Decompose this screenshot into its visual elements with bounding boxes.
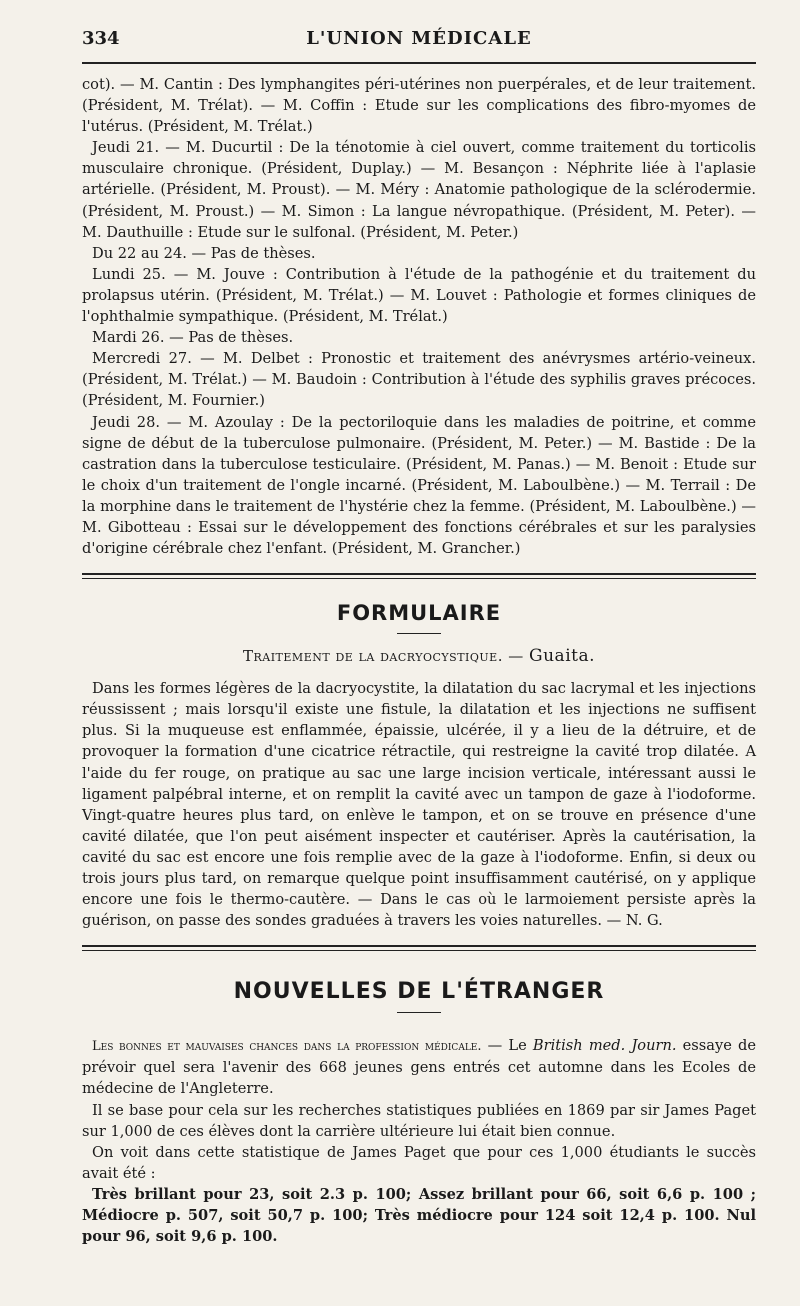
page-number: 334 [82, 28, 120, 49]
news-intro-rest: essaye de prévoir quel sera l'avenir des 668 jeunes gens entrés cet automne dans les Ecoles de médecine de l'Angleterre. [82, 1037, 756, 1098]
section-divider [82, 945, 756, 951]
news-intro-caps: Les bonnes et mauvaises chances dans la profession médicale. [92, 1039, 482, 1055]
formulaire-subtitle [82, 646, 756, 666]
page-header [82, 28, 756, 64]
title-underline [397, 1012, 441, 1013]
news-paragraph: Il se base pour cela sur les recherches statistiques publiées en 1869 par sir James Paget sur 1,000 de ces élèves dont la carrière ultérieure lui était bien connue. [82, 1101, 756, 1140]
formulaire-paragraph: Dans les formes légères de la dacryocystite, la dilatation du sac lacrymal et les injections réussissent ; mais lorsqu'il existe une fistule, la dilatation et les injections ne suffisent plus. Si la muqueuse est enflammée, épaissie, ulcérée, il y a lieu de la détruire, et de provoquer la formation d'une cicatrice rétractile, qui restreigne la cavité trop dilatée. A l'aide du fer rouge, on pratique au sac une large incision verticale, intéressant aussi le ligament palpébral interne, et on remplit la cavité avec un tampon de gaze à l'iodoforme. Vingt-quatre heures plus tard, on enlève le tampon, et on se trouve en présence d'une cavité dilatée, que l'on peut aisément inspecter et cautériser. Après la cautérisation, la cavité du sac est encore une fois remplie avec de la gaze à l'iodoforme. Enfin, si deux ou trois jours plus tard, on remarque quelque point insuffisamment cautérisé, on y applique encore une fois le thermo-cautère. — Dans le cas où le larmoiement persiste après la guérison, on passe des sondes graduées à travers les voies naturelles. — N. G. [82, 680, 756, 930]
news-title: NOUVELLES DE L'ÉTRANGER [233, 979, 605, 1005]
thesis-entry: Jeudi 28. — M. Azoulay : De la pectoriloquie dans les maladies de poitrine, et comme signe de début de la tuberculose pulmonaire. (Président, M. Peter.) — M. Bastide : De la castration dans la tuberculose testiculaire. (Président, M. Panas.) — M. Benoit : Etude sur le choix d'un traitement de l'ongle incarné. (Président, M. Laboulbène.) — M. Terrail : De la morphine dans le traitement de l'hystérie chez la femme. (Président, M. Laboulbène.) — M. Gibotteau : Essai sur le développement des fonctions cérébrales et sur les paralysies d'origine cérébrale chez l'enfant. (Président, M. Grancher.) [82, 413, 756, 558]
formulaire-title: FORMULAIRE [336, 601, 502, 626]
section-divider [82, 573, 756, 579]
news-paragraph: On voit dans cette statistique de James Paget que pour ces 1,000 étudiants le succès avait été : [82, 1143, 756, 1182]
thesis-list [82, 74, 756, 559]
formulaire-subtitle-text: Traitement de la dacryocystique. — [242, 647, 524, 666]
thesis-entry: Du 22 au 24. — Pas de thèses. [92, 244, 316, 262]
news-intro-dash: — Le [481, 1037, 533, 1055]
news-statistics: Très brillant pour 23, soit 2.3 p. 100; Assez brillant pour 66, soit 6,6 p. 100 ; Médiocre p. 507, soit 50,7 p. 100; Très médiocre pour 124 soit 12,4 p. 100. Nul pour 96, soit 9,6 p. 100. [82, 1185, 756, 1246]
running-title: L'UNION MÉDICALE [306, 28, 532, 49]
title-underline [397, 633, 441, 634]
thesis-entry: Lundi 25. — M. Jouve : Contribution à l'étude de la pathogénie et du traitement du prolapsus utérin. (Président, M. Trélat.) — M. Louvet : Pathologie et formes cliniques de l'ophthalmie sympathique. (Président, M. Trélat.) [82, 265, 756, 326]
thesis-entry: Mardi 26. — Pas de thèses. [92, 329, 294, 347]
thesis-entry: Jeudi 21. — M. Ducurtil : De la ténotomie à ciel ouvert, comme traitement du torticolis musculaire chronique. (Président, Duplay.) — M. Besançon : Néphrite liée à l'aplasie artérielle. (Président, M. Proust). — M. Méry : Anatomie pathologique de la sclérodermie. (Président, M. Proust.) — M. Simon : La langue névropathique. (Président, M. Peter). — M. Dauthuille : Etude sur le sulfonal. (Président, M. Peter.) [82, 139, 756, 241]
formulaire-body [82, 678, 756, 931]
news-paragraph [82, 1035, 756, 1099]
thesis-entry: Mercredi 27. — M. Delbet : Pronostic et traitement des anévrysmes artério-veineux. (Président, M. Trélat.) — M. Baudoin : Contribution à l'étude des syphilis graves précoces. (Président, M. Fournier.) [82, 350, 756, 410]
news-journal: British med. Journ. [532, 1037, 677, 1055]
thesis-entry: cot). — M. Cantin : Des lymphangites péri-utérines non puerpérales, et de leur traitement. (Président, M. Trélat). — M. Coffin : Etude sur les complications des fibro-myomes de l'utérus. (Président, M. Trélat.) [82, 76, 756, 136]
formulaire-author: Guaita. [529, 646, 596, 667]
news-body [82, 1035, 756, 1247]
